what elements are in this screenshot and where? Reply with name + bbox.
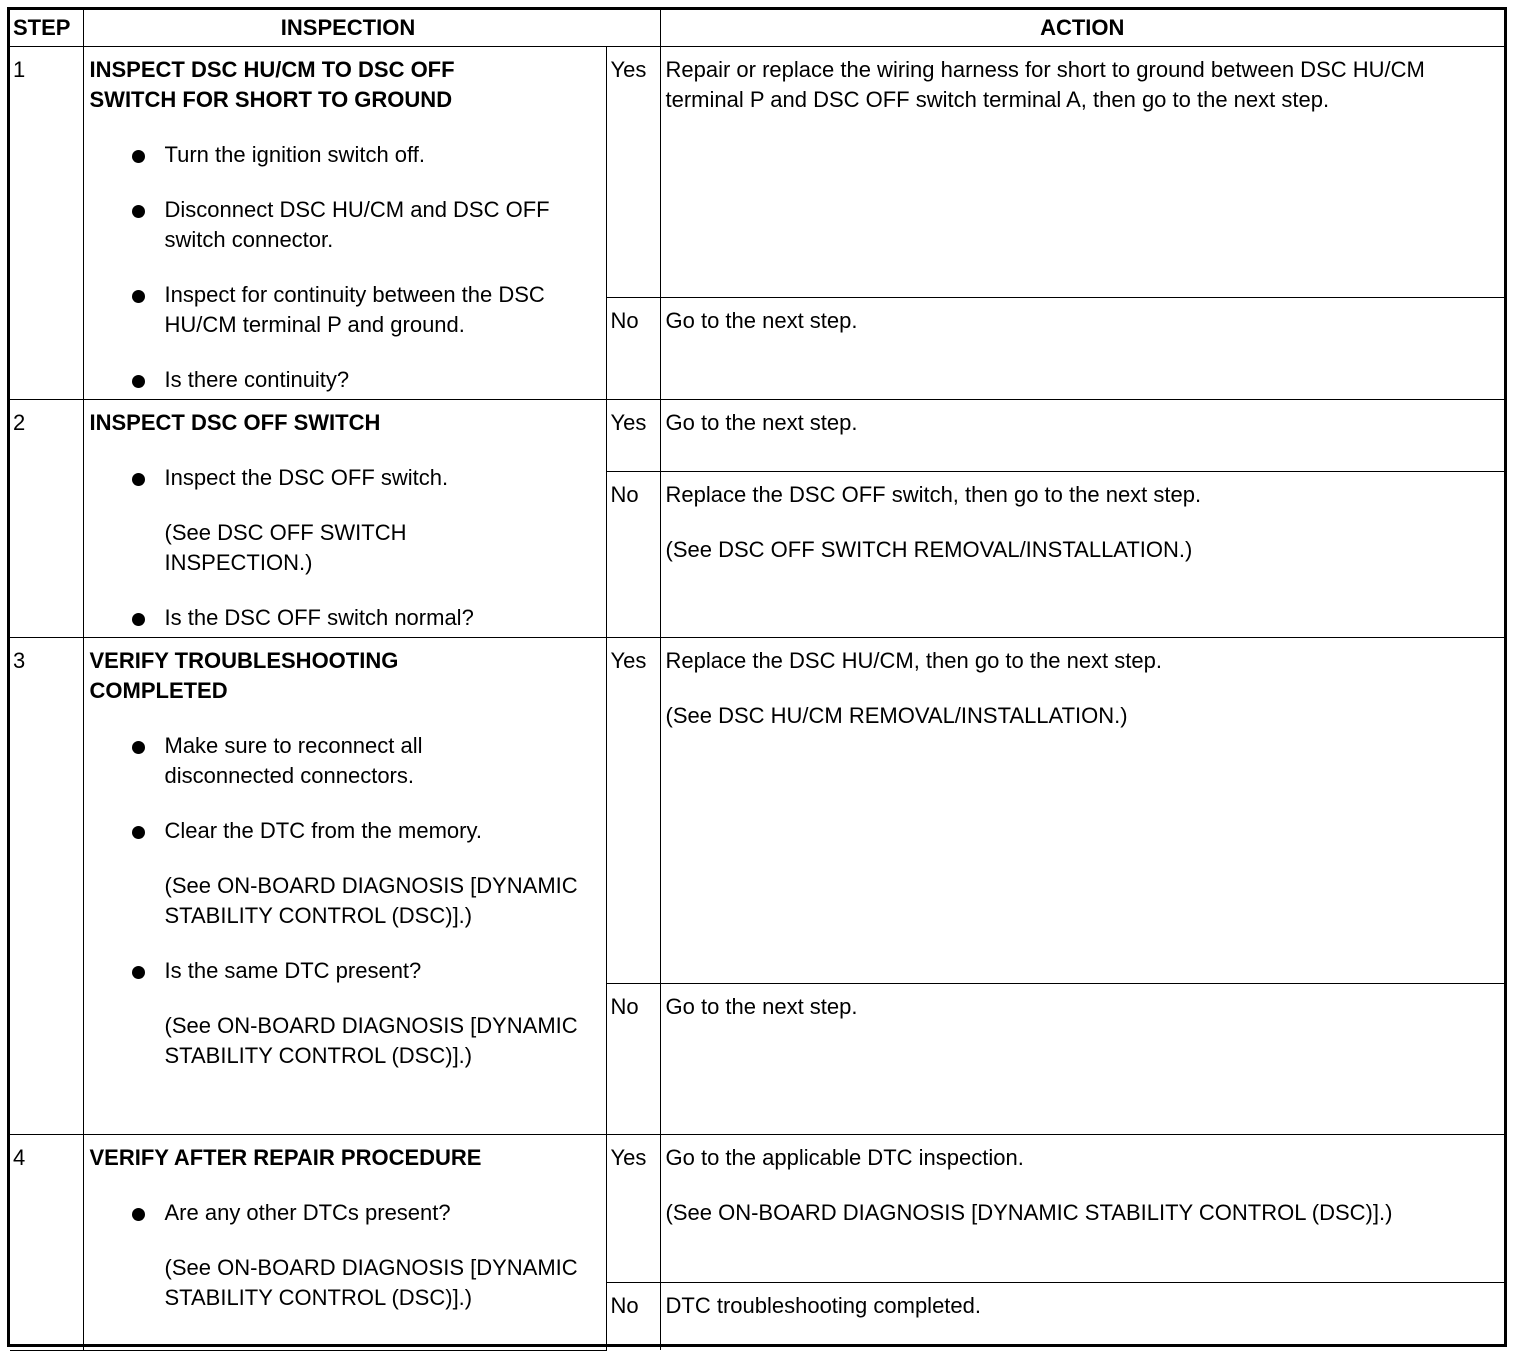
action-column-header: ACTION (660, 10, 1504, 47)
inspection-cell (83, 47, 606, 400)
yes-label: Yes (606, 47, 660, 298)
bullet-text: Is the same DTC present? (164, 958, 422, 983)
table-row (10, 1135, 1504, 1283)
troubleshooting-table (10, 10, 1504, 1351)
reference-text: (See ON-BOARD DIAGNOSIS [DYNAMIC STABILITY CONTROL (DSC)].) (164, 873, 578, 928)
bullet-icon (132, 205, 145, 218)
title-line: VERIFY TROUBLESHOOTING (89, 648, 399, 673)
action-cell (660, 472, 1504, 638)
table-header-row (10, 10, 1504, 47)
action-cell (660, 638, 1504, 984)
bullet-item (90, 1198, 600, 1228)
inspection-cell (83, 638, 606, 1135)
step-number: 2 (10, 400, 83, 638)
reference-text: (See DSC OFF SWITCH REMOVAL/INSTALLATION.) (665, 537, 1193, 563)
bullet-text: Clear the DTC from the memory. (164, 818, 482, 843)
no-label: No (606, 1283, 660, 1351)
action-text: Go to the next step. (665, 994, 858, 1019)
title-line: SWITCH FOR SHORT TO GROUND (89, 87, 453, 112)
action-text: DTC troubleshooting completed. (665, 1293, 981, 1318)
reference-text: (See DSC OFF SWITCH INSPECTION.) (164, 520, 407, 575)
bullet-icon (132, 966, 145, 979)
bullet-item (90, 816, 600, 846)
yes-label: Yes (606, 638, 660, 984)
bullet-text: Disconnect DSC HU/CM and DSC OFF switch connector. (164, 197, 550, 252)
bullet-item (90, 956, 600, 986)
action-cell (660, 1135, 1504, 1283)
action-text: Replace the DSC OFF switch, then go to the next step. (665, 482, 1202, 508)
bullet-icon (132, 473, 145, 486)
title-line: COMPLETED (89, 678, 228, 703)
action-cell (660, 400, 1504, 472)
bullet-icon (132, 613, 145, 626)
no-label: No (606, 984, 660, 1135)
bullet-text: Are any other DTCs present? (164, 1200, 451, 1225)
bullet-text: Is the DSC OFF switch normal? (164, 605, 474, 630)
bullet-text: Make sure to reconnect all disconnected connectors. (164, 733, 423, 788)
yes-label: Yes (606, 1135, 660, 1283)
inspection-title (90, 646, 600, 706)
inspection-cell (83, 400, 606, 638)
table-row (10, 400, 1504, 472)
bullet-item (90, 280, 600, 340)
inspection-column-header: INSPECTION (83, 10, 660, 47)
reference-text: (See DSC HU/CM REMOVAL/INSTALLATION.) (665, 703, 1128, 728)
no-label: No (606, 472, 660, 638)
bullet-icon (132, 290, 145, 303)
bullet-item (90, 195, 600, 255)
bullet-item (90, 140, 600, 170)
table-row (10, 47, 1504, 298)
action-cell (660, 297, 1504, 399)
yes-label: Yes (606, 400, 660, 472)
bullet-item (90, 365, 600, 395)
troubleshooting-document (7, 7, 1507, 1347)
action-text: Go to the next step. (665, 410, 858, 435)
action-text: Repair or replace the wiring harness for short to ground between DSC HU/CM terminal P and DSC OFF switch terminal A, then go to the next step. (665, 57, 1425, 112)
bullet-item (90, 731, 600, 791)
bullet-text: Is there continuity? (164, 367, 350, 392)
table-row (10, 638, 1504, 984)
step-column-header: STEP (10, 10, 83, 47)
action-cell (660, 1283, 1504, 1351)
bullet-text: Inspect the DSC OFF switch. (164, 465, 449, 490)
step-number: 4 (10, 1135, 83, 1351)
bullet-icon (132, 150, 145, 163)
no-label: No (606, 297, 660, 399)
bullet-item (90, 603, 600, 633)
reference-text: (See ON-BOARD DIAGNOSIS [DYNAMIC STABILITY CONTROL (DSC)].) (164, 1255, 578, 1310)
action-text: Replace the DSC HU/CM, then go to the next step. (665, 648, 1162, 673)
step-number: 3 (10, 638, 83, 1135)
bullet-icon (132, 375, 145, 388)
action-cell (660, 984, 1504, 1135)
inspection-title (90, 55, 600, 115)
reference-text: (See ON-BOARD DIAGNOSIS [DYNAMIC STABILITY CONTROL (DSC)].) (665, 1200, 1393, 1225)
bullet-item (90, 463, 600, 493)
action-cell (660, 47, 1504, 298)
action-text: Go to the applicable DTC inspection. (665, 1145, 1024, 1170)
bullet-text: Inspect for continuity between the DSC HU/CM terminal P and ground. (164, 282, 545, 337)
action-text: Go to the next step. (665, 307, 858, 333)
inspection-title: INSPECT DSC OFF SWITCH (89, 410, 381, 435)
title-line: INSPECT DSC HU/CM TO DSC OFF (89, 57, 455, 82)
reference-text: (See ON-BOARD DIAGNOSIS [DYNAMIC STABILITY CONTROL (DSC)].) (164, 1013, 578, 1068)
bullet-text: Turn the ignition switch off. (164, 142, 425, 167)
step-number: 1 (10, 47, 83, 400)
inspection-title: VERIFY AFTER REPAIR PROCEDURE (89, 1145, 482, 1170)
inspection-cell (83, 1135, 606, 1351)
bullet-icon (132, 741, 145, 754)
bullet-icon (132, 1208, 145, 1221)
bullet-icon (132, 826, 145, 839)
